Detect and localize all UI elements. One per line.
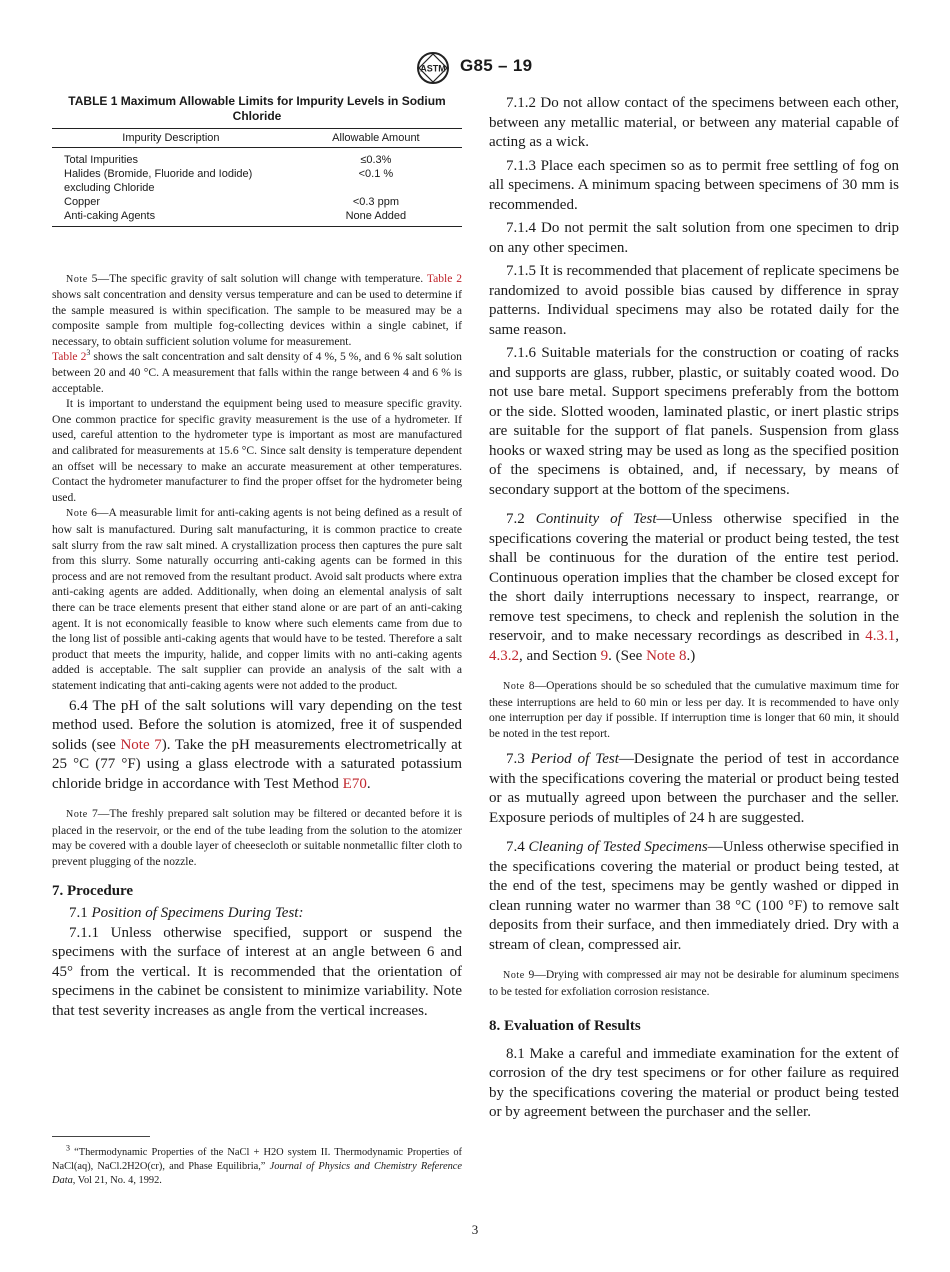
column-header: Impurity Description	[52, 129, 290, 148]
paragraph-text: 6.4 The pH of the salt solutions will vary depending on the test method used. Before the solution is atomized, free it of suspended solids (see	[52, 697, 462, 753]
table-cell: <0.3 ppm	[352, 195, 399, 208]
section-6-4	[52, 697, 462, 795]
table-row	[52, 167, 462, 195]
note-5	[52, 271, 462, 506]
paragraph-text: 7.1	[69, 905, 92, 922]
section-8-heading: 8. Evaluation of Results	[489, 1017, 641, 1034]
left-column	[52, 94, 463, 1186]
e70-link[interactable]: E70	[342, 775, 367, 792]
table-2-link[interactable]: Table 2	[426, 271, 463, 285]
section-7-1-6: 7.1.6 Suitable materials for the construction or coating of racks and supports are glass, rubber, plastic, or suitably coated wood. Do not use bare metal. Support specimens preferably from the bottom or the side. Slotted wooden, laminated plastic, or inert plastic strips are suitable for the support of flat panels. Suspension from glass hooks or waxed string may be used as long as the specified position of the specimens is obtained, and, if necessary, by means of secondary support at the bottom of the specimens.	[489, 345, 899, 498]
table-cell: <0.1 %	[358, 167, 394, 180]
note-label: Note	[503, 681, 525, 692]
section-7-1	[52, 904, 462, 924]
footnote-area	[52, 1136, 462, 1188]
paragraph-text: —Designate the period of test in accordance with the specifications covering the material or product being tested or as mutually agreed upon between the purchaser and the seller. Exposure periods of multiples of 24 h are suggested.	[489, 751, 900, 826]
astm-logo-icon	[413, 50, 453, 86]
paragraph-text: —Unless otherwise specified in the specifications covering the material or product being tested, at the end of the test, specimens may be gently washed or dipped in clean running water no warmer than 38 °C (100 °F) to remove salt deposits from their surface, and then immediately dried. Dry with a stream of clean, compressed air.	[489, 839, 900, 953]
right-column	[489, 94, 899, 1123]
impurity-table	[52, 128, 462, 227]
table-header-row	[52, 129, 462, 148]
note-label: Note	[503, 970, 525, 982]
table-cell: Anti-caking Agents	[52, 209, 290, 227]
section-7-1-3: 7.1.3 Place each specimen so as to permit free settling of fog on all specimens. A minimum spacing between specimens of 30 mm is recommended.	[489, 157, 899, 213]
section-7-2	[489, 510, 899, 666]
section-4-3-1-link[interactable]: 4.3.1	[865, 628, 896, 644]
footnote-number: 3	[66, 1143, 70, 1153]
note-8	[489, 678, 899, 741]
subsection-title: Continuity of Test	[535, 511, 657, 527]
note-label: Note	[66, 809, 88, 821]
table-2-link[interactable]: Table 2	[52, 350, 87, 364]
table-row	[52, 153, 462, 167]
note-8-link[interactable]: Note 8	[646, 647, 687, 664]
note-text: shows the salt concentration and salt density of 4 %, 5 %, and 6 % salt solution between 20 and 40 °C. A measurement that falls within the range between 4 and 6 % is acceptable.	[52, 350, 462, 395]
footnote-text: “Thermodynamic Properties of the NaCl + H2O system II. Thermodynamic Properties of NaCl(aq), NaCl.2H2O(cr), and Phase Equilibria,”	[52, 1147, 462, 1172]
section-7-4	[489, 838, 899, 955]
subsection-title: Period of Test	[530, 751, 619, 768]
paragraph-text: 7.2	[506, 511, 536, 527]
footnote-text: , Vol 21, No. 4, 1992.	[72, 1175, 162, 1186]
table-1	[52, 94, 462, 227]
paragraph-text: ,	[895, 628, 899, 644]
table-cell: None Added	[290, 209, 462, 227]
section-9-link[interactable]: 9	[600, 647, 609, 664]
note-label: Note	[66, 508, 88, 520]
table-row	[52, 209, 462, 227]
note-6	[52, 505, 462, 693]
table-cell: Total Impurities	[64, 153, 138, 166]
paragraph-text: .)	[686, 647, 696, 664]
table-cell: Halides (Bromide, Fluoride and Iodide) excluding Chloride	[64, 167, 253, 194]
footnote-3	[52, 1143, 462, 1188]
section-4-3-2-link[interactable]: 4.3.2	[489, 647, 519, 664]
note-label: Note	[66, 273, 88, 285]
section-7-heading: 7. Procedure	[52, 883, 134, 900]
section-7-1-5: 7.1.5 It is recommended that placement of replicate specimens be randomized to avoid possible bias caused by difference in spray patterns. Individual specimens may also be rotated daily for the same reason.	[489, 263, 899, 338]
paragraph-text: —Unless otherwise specified in the specifications covering the material or product being tested, the test shall be continuous for the duration of the entire test period. Continuous operation implies that the chamber be closed except for the short daily interruptions necessary to inspect, rearrange, or remove test specimens, to check and replenish the solution in the reservoir, and to make necessary recordings as described in	[489, 511, 899, 644]
subsection-title: Position of Specimens During Test:	[91, 905, 304, 922]
paragraph-text: .	[366, 775, 371, 792]
paragraph-text: ). Take the pH measurements electrometrically at 25 °C (77 °F) using a glass electrode with a saturated potassium chloride bridge in accordance with Test Method	[52, 736, 462, 792]
section-7-1-2: 7.1.2 Do not allow contact of the specimens between each other, between any metallic material, or between any material capable of acting as a wick.	[489, 95, 899, 150]
column-header: Allowable Amount	[290, 129, 462, 148]
note-7	[52, 806, 462, 869]
note-text: shows salt concentration and density versus temperature and can be used to determine if the sample measured is within specification. The sample to be measured may be a composite sample from multiple fog-collecting devices within a single cabinet, if necessary, to obtain sufficient solution volume for measurement.	[52, 288, 462, 348]
note-text: 5—The specific gravity of salt solution will change with temperature.	[91, 271, 427, 285]
footnote-marker: 3	[86, 348, 91, 358]
paragraph-text: 7.4	[506, 839, 529, 856]
table-title: TABLE 1 Maximum Allowable Limits for Impurity Levels in Sodium Chloride	[68, 94, 446, 123]
section-7-1-4: 7.1.4 Do not permit the salt solution from one specimen to drip on any other specimen.	[489, 220, 899, 256]
footnote-divider	[52, 1136, 150, 1137]
page-header	[0, 50, 950, 90]
note-7-link[interactable]: Note 7	[120, 736, 162, 753]
paragraph-text: . (See	[608, 647, 647, 664]
paragraph-text: 7.3	[506, 751, 531, 768]
note-9	[489, 967, 899, 999]
svg-text:ASTM: ASTM	[420, 63, 446, 74]
paragraph-text: , and Section	[519, 647, 601, 664]
document-designation: G85 – 19	[460, 56, 533, 75]
table-cell: ≤0.3%	[360, 153, 392, 166]
note-text: 9—Drying with compressed air may not be desirable for aluminum specimens to be tested for exfoliation corrosion resistance.	[489, 968, 899, 998]
table-row	[52, 195, 462, 209]
journal-title: Journal of Physics and Chemistry Reference Data	[52, 1161, 462, 1186]
section-7-1-1: 7.1.1 Unless otherwise specified, support or suspend the specimens with the surface of interest at an angle between 6 and 45° from the vertical. It is recommended that the orientation of specimens in the cabinet be consistent to minimize variability. Note that test severity increases as angle from the vertical increases.	[52, 924, 462, 1019]
note-text: 7—The freshly prepared salt solution may be filtered or decanted before it is placed in the reservoir, or the end of the tube leading from the solution to the atomizer may be covered with a double layer of cheesecloth or suitable nonmetallic filter cloth to prevent plugging of the nozzle.	[52, 807, 462, 868]
subsection-title: Cleaning of Tested Specimens	[528, 839, 708, 856]
section-8-1: 8.1 Make a careful and immediate examination for the extent of corrosion of the dry test specimens or for other failure as required by the specifications covering the material or product being tested or by agreement between the purchaser and the seller.	[489, 1045, 899, 1121]
note-text: 8—Operations should be so scheduled that the cumulative maximum time for these interruptions are held to 60 min or less per day. It is recommended to have only one interruption per day if possible. If interruption time is longer that 60 min, it should be noted in the test report.	[489, 679, 899, 740]
table-cell: Copper	[64, 195, 101, 208]
note-text: It is important to understand the equipment being used to measure specific gravity. One common practice for specific gravity measurement is the use of a hydrometer. If used, careful attention to the hydrometer type is important as most are manufactured and calibrated for measurements at 15.6 °C. Since salt density is temperature dependent an offset will be necessary to make an accurate measurement at other temperatures. Contact the hydrometer manufacturer to find the proper offset for the hydrometer being used.	[52, 397, 462, 504]
section-7-3	[489, 750, 899, 828]
page-number: 3	[471, 1222, 479, 1237]
note-text: 6—A measurable limit for anti-caking agents is not being defined as a result of how salt is manufactured. During salt manufacturing, it is common practice to create salt slurry from the raw salt mined. A crystallization process then captures the pure salt from this slurry. Some naturally occurring anti-caking agents can be formed in this process and are not removed from the resultant product. Avoid salt products where extra anti-caking agents are added. Additionally, when doing an elemental analysis of salt there can be trace elements present that either stand alone or are part of an anti-caking agent. It is not economically feasible to know where such elements came from due to the long list of possible anti-caking agents that would have to be tested. Therefore a salt product that meets the impurity, halide, and copper limits with no anti-caking agents added is acceptable. The salt supplier can provide an analysis of the salt with a statement indicating that anti-caking agents were not added to the product.	[52, 506, 462, 692]
